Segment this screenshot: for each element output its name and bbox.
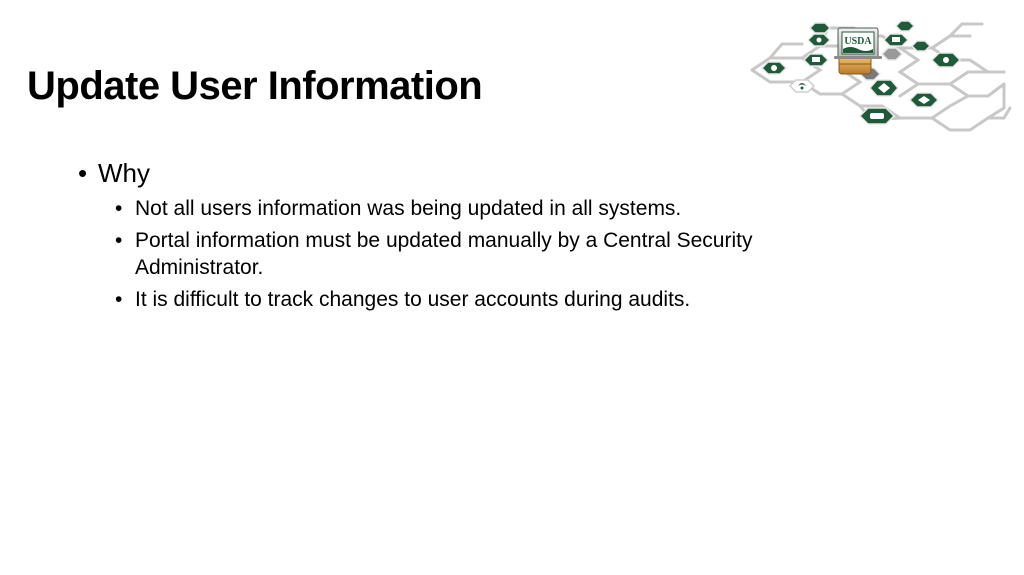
slide-title: Update User Information	[27, 64, 483, 108]
bullet-marker: •	[115, 197, 123, 220]
bullet-marker: •	[115, 288, 123, 311]
list-item-text: Portal information must be updated manually by a Central Security Administrator.	[135, 229, 753, 279]
bullet-marker: •	[115, 229, 123, 252]
usda-logo-text: USDA	[844, 36, 872, 47]
bullet-why	[78, 157, 150, 189]
bullet-marker: •	[78, 158, 88, 188]
list-item	[115, 195, 875, 222]
sub-bullet-list	[115, 195, 875, 318]
list-item-text: Not all users information was being updated in all systems.	[135, 197, 682, 220]
bullet-why-label: Why	[98, 158, 150, 188]
list-item	[115, 286, 875, 313]
usda-network-logo-icon	[742, 18, 1012, 146]
list-item	[115, 227, 875, 281]
list-item-text: It is difficult to track changes to user accounts during audits.	[135, 288, 691, 311]
